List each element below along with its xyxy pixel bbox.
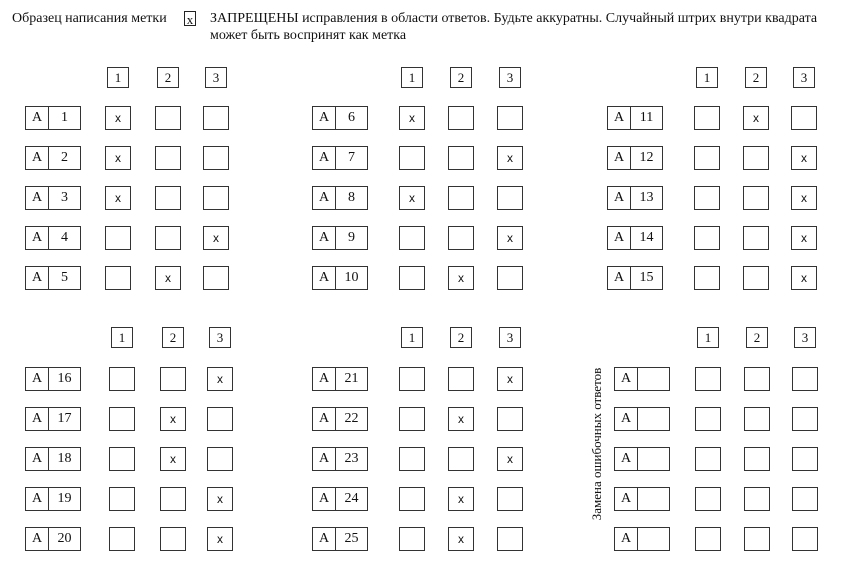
answer-checkbox-2[interactable] xyxy=(744,447,770,471)
answer-mark: x xyxy=(753,111,759,125)
task-A8-label xyxy=(312,186,368,210)
task-prefix: А xyxy=(26,528,49,550)
answer-mark: x xyxy=(458,412,464,426)
answer-checkbox-3[interactable] xyxy=(791,186,817,210)
task-prefix: А xyxy=(26,147,49,169)
task-A15-label xyxy=(607,266,663,290)
correction-warning: ЗАПРЕЩЕНЫ исправления в области ответов. Будьте аккуратны. Случайный штрих внутри квадрата может быть воспринят как метка xyxy=(210,11,818,43)
answer-checkbox-3[interactable] xyxy=(791,106,817,130)
answer-checkbox-1[interactable] xyxy=(399,106,425,130)
answer-checkbox-2[interactable] xyxy=(448,407,474,431)
answer-mark: x xyxy=(115,151,121,165)
task-number: 17 xyxy=(57,411,72,426)
task-number xyxy=(638,368,669,390)
column-number-3: 3 xyxy=(209,327,231,348)
answer-checkbox-2[interactable] xyxy=(448,527,474,551)
task-A9-label xyxy=(312,226,368,250)
task-prefix: А xyxy=(313,107,336,129)
answer-mark: x xyxy=(458,271,464,285)
answer-checkbox-2[interactable] xyxy=(744,487,770,511)
answer-checkbox-1[interactable] xyxy=(109,447,135,471)
answer-mark: x xyxy=(801,191,807,205)
answer-checkbox-2[interactable] xyxy=(744,367,770,391)
answer-checkbox-2[interactable] xyxy=(743,226,769,250)
task-prefix: А xyxy=(313,408,336,430)
replacement-row-1-label[interactable] xyxy=(614,367,670,391)
task-A25-label xyxy=(312,527,368,551)
task-number: 23 xyxy=(344,451,359,466)
answer-checkbox-3[interactable] xyxy=(207,527,233,551)
task-prefix: А xyxy=(615,488,638,510)
task-prefix: А xyxy=(313,528,336,550)
answer-checkbox-3[interactable] xyxy=(497,447,523,471)
answer-checkbox-2[interactable] xyxy=(743,186,769,210)
answer-mark: x xyxy=(115,191,121,205)
answer-checkbox-3[interactable] xyxy=(207,407,233,431)
answer-checkbox-3[interactable] xyxy=(792,447,818,471)
answer-checkbox-1[interactable] xyxy=(695,447,721,471)
task-prefix: А xyxy=(313,187,336,209)
task-number: 16 xyxy=(57,371,72,386)
answer-checkbox-2[interactable] xyxy=(448,146,474,170)
replacement-row-3-label[interactable] xyxy=(614,447,670,471)
answer-mark: x xyxy=(409,191,415,205)
column-number-1: 1 xyxy=(696,67,718,88)
answer-checkbox-3[interactable] xyxy=(497,367,523,391)
answer-checkbox-1[interactable] xyxy=(399,367,425,391)
answer-checkbox-2[interactable] xyxy=(448,487,474,511)
task-number: 7 xyxy=(348,150,355,165)
answer-mark: x xyxy=(801,271,807,285)
task-number: 25 xyxy=(344,531,359,546)
task-prefix: А xyxy=(608,107,631,129)
answer-checkbox-2[interactable] xyxy=(155,146,181,170)
task-prefix: А xyxy=(26,408,49,430)
task-prefix: А xyxy=(313,448,336,470)
task-A23-label xyxy=(312,447,368,471)
task-prefix: А xyxy=(26,227,49,249)
task-number: 19 xyxy=(57,491,72,506)
answer-checkbox-1[interactable] xyxy=(694,146,720,170)
column-number-1: 1 xyxy=(697,327,719,348)
task-A1-label xyxy=(25,106,81,130)
replacement-row-2-label[interactable] xyxy=(614,407,670,431)
answer-checkbox-1[interactable] xyxy=(399,266,425,290)
task-number: 3 xyxy=(61,190,68,205)
task-prefix: А xyxy=(26,368,49,390)
answer-checkbox-1[interactable] xyxy=(695,487,721,511)
task-number xyxy=(638,528,669,550)
task-number: 15 xyxy=(639,270,654,285)
answer-checkbox-2[interactable] xyxy=(744,527,770,551)
answer-checkbox-1[interactable] xyxy=(109,367,135,391)
task-prefix: А xyxy=(615,528,638,550)
task-prefix: А xyxy=(313,227,336,249)
column-number-2: 2 xyxy=(745,67,767,88)
task-A18-label xyxy=(25,447,81,471)
answer-checkbox-2[interactable] xyxy=(160,447,186,471)
task-A5-label xyxy=(25,266,81,290)
task-number: 20 xyxy=(57,531,72,546)
answer-mark: x xyxy=(458,532,464,546)
task-number: 8 xyxy=(348,190,355,205)
answer-checkbox-3[interactable] xyxy=(497,527,523,551)
replacement-row-5-label[interactable] xyxy=(614,527,670,551)
task-A11-label xyxy=(607,106,663,130)
column-number-3: 3 xyxy=(793,67,815,88)
task-prefix: А xyxy=(608,187,631,209)
column-number-3: 3 xyxy=(499,67,521,88)
column-number-1: 1 xyxy=(401,327,423,348)
column-number-1: 1 xyxy=(111,327,133,348)
answer-checkbox-1[interactable] xyxy=(109,487,135,511)
answer-checkbox-1[interactable] xyxy=(105,226,131,250)
task-A12-label xyxy=(607,146,663,170)
task-prefix: А xyxy=(26,488,49,510)
answer-checkbox-2[interactable] xyxy=(155,106,181,130)
answer-mark: x xyxy=(170,452,176,466)
answer-checkbox-3[interactable] xyxy=(207,487,233,511)
answer-checkbox-3[interactable] xyxy=(497,146,523,170)
column-number-2: 2 xyxy=(450,67,472,88)
task-A7-label xyxy=(312,146,368,170)
task-A20-label xyxy=(25,527,81,551)
task-A16-label xyxy=(25,367,81,391)
sample-mark-label: Образец написания метки xyxy=(12,11,167,26)
answer-checkbox-1[interactable] xyxy=(105,106,131,130)
answer-checkbox-3[interactable] xyxy=(203,226,229,250)
answer-checkbox-1[interactable] xyxy=(695,407,721,431)
task-number: 24 xyxy=(344,491,359,506)
answer-mark: x xyxy=(165,271,171,285)
answer-checkbox-1[interactable] xyxy=(399,186,425,210)
task-number: 11 xyxy=(639,110,654,125)
answer-checkbox-2[interactable] xyxy=(744,407,770,431)
answer-checkbox-2[interactable] xyxy=(743,266,769,290)
column-number-2: 2 xyxy=(450,327,472,348)
column-number-2: 2 xyxy=(746,327,768,348)
task-prefix: А xyxy=(615,448,638,470)
answer-checkbox-3[interactable] xyxy=(497,226,523,250)
column-number-3: 3 xyxy=(794,327,816,348)
answer-checkbox-1[interactable] xyxy=(399,407,425,431)
answer-checkbox-2[interactable] xyxy=(743,146,769,170)
answer-mark: x xyxy=(409,111,415,125)
task-prefix: А xyxy=(313,267,336,289)
task-prefix: А xyxy=(313,368,336,390)
task-number: 12 xyxy=(639,150,654,165)
column-number-1: 1 xyxy=(401,67,423,88)
answer-checkbox-1[interactable] xyxy=(399,447,425,471)
column-number-2: 2 xyxy=(157,67,179,88)
task-A2-label xyxy=(25,146,81,170)
task-A22-label xyxy=(312,407,368,431)
task-A17-label xyxy=(25,407,81,431)
task-number: 4 xyxy=(61,230,68,245)
answer-checkbox-2[interactable] xyxy=(448,186,474,210)
answer-mark: x xyxy=(217,372,223,386)
task-prefix: А xyxy=(313,147,336,169)
replacement-section-label: Замена ошибочных ответов xyxy=(589,367,604,521)
answer-mark: x xyxy=(801,151,807,165)
task-A6-label xyxy=(312,106,368,130)
task-A14-label xyxy=(607,226,663,250)
task-A24-label xyxy=(312,487,368,511)
answer-checkbox-2[interactable] xyxy=(448,447,474,471)
answer-checkbox-1[interactable] xyxy=(105,266,131,290)
answer-checkbox-3[interactable] xyxy=(791,146,817,170)
task-number: 14 xyxy=(639,230,654,245)
task-number xyxy=(638,448,669,470)
answer-checkbox-1[interactable] xyxy=(399,527,425,551)
task-number: 9 xyxy=(348,230,355,245)
sample-mark-box: x xyxy=(184,11,196,26)
answer-mark: x xyxy=(507,231,513,245)
answer-checkbox-2[interactable] xyxy=(160,487,186,511)
answer-checkbox-2[interactable] xyxy=(448,367,474,391)
answer-checkbox-3[interactable] xyxy=(207,447,233,471)
answer-checkbox-1[interactable] xyxy=(105,186,131,210)
answer-checkbox-3[interactable] xyxy=(497,407,523,431)
answer-mark: x xyxy=(507,151,513,165)
task-A21-label xyxy=(312,367,368,391)
answer-checkbox-1[interactable] xyxy=(694,226,720,250)
answer-mark: x xyxy=(213,231,219,245)
task-number xyxy=(638,408,669,430)
task-number: 6 xyxy=(348,110,355,125)
answer-checkbox-2[interactable] xyxy=(155,186,181,210)
answer-mark: x xyxy=(507,452,513,466)
task-A10-label xyxy=(312,266,368,290)
answer-checkbox-1[interactable] xyxy=(695,527,721,551)
task-number: 5 xyxy=(61,270,68,285)
task-number xyxy=(638,488,669,510)
answer-mark: x xyxy=(458,492,464,506)
answer-checkbox-3[interactable] xyxy=(497,186,523,210)
answer-mark: x xyxy=(507,372,513,386)
answer-checkbox-1[interactable] xyxy=(105,146,131,170)
answer-checkbox-2[interactable] xyxy=(155,266,181,290)
answer-checkbox-2[interactable] xyxy=(448,226,474,250)
column-number-3: 3 xyxy=(499,327,521,348)
task-number: 10 xyxy=(344,270,359,285)
answer-checkbox-1[interactable] xyxy=(694,106,720,130)
answer-mark: x xyxy=(801,231,807,245)
answer-checkbox-3[interactable] xyxy=(791,266,817,290)
answer-checkbox-2[interactable] xyxy=(160,367,186,391)
column-number-1: 1 xyxy=(107,67,129,88)
answer-checkbox-3[interactable] xyxy=(792,487,818,511)
answer-checkbox-2[interactable] xyxy=(448,266,474,290)
answer-checkbox-3[interactable] xyxy=(792,367,818,391)
answer-checkbox-1[interactable] xyxy=(695,367,721,391)
answer-checkbox-1[interactable] xyxy=(399,487,425,511)
task-number: 18 xyxy=(57,451,72,466)
task-prefix: А xyxy=(26,448,49,470)
answer-checkbox-3[interactable] xyxy=(497,487,523,511)
column-number-3: 3 xyxy=(205,67,227,88)
answer-checkbox-3[interactable] xyxy=(203,146,229,170)
answer-checkbox-2[interactable] xyxy=(160,527,186,551)
task-prefix: А xyxy=(608,227,631,249)
answer-checkbox-3[interactable] xyxy=(497,266,523,290)
task-number: 13 xyxy=(639,190,654,205)
answer-mark: x xyxy=(115,111,121,125)
task-prefix: А xyxy=(615,408,638,430)
answer-checkbox-1[interactable] xyxy=(399,226,425,250)
column-number-2: 2 xyxy=(162,327,184,348)
task-prefix: А xyxy=(608,147,631,169)
answer-checkbox-1[interactable] xyxy=(109,407,135,431)
answer-mark: x xyxy=(217,492,223,506)
answer-checkbox-3[interactable] xyxy=(203,266,229,290)
answer-checkbox-3[interactable] xyxy=(791,226,817,250)
answer-checkbox-3[interactable] xyxy=(792,527,818,551)
answer-mark: x xyxy=(170,412,176,426)
answer-checkbox-2[interactable] xyxy=(155,226,181,250)
task-A13-label xyxy=(607,186,663,210)
answer-checkbox-3[interactable] xyxy=(207,367,233,391)
task-number: 2 xyxy=(61,150,68,165)
task-number: 1 xyxy=(61,110,68,125)
answer-mark: x xyxy=(217,532,223,546)
task-number: 21 xyxy=(344,371,359,386)
task-prefix: А xyxy=(26,107,49,129)
task-prefix: А xyxy=(608,267,631,289)
replacement-row-4-label[interactable] xyxy=(614,487,670,511)
task-A3-label xyxy=(25,186,81,210)
answer-checkbox-3[interactable] xyxy=(792,407,818,431)
task-number: 22 xyxy=(344,411,359,426)
answer-checkbox-2[interactable] xyxy=(160,407,186,431)
answer-checkbox-3[interactable] xyxy=(497,106,523,130)
answer-checkbox-2[interactable] xyxy=(448,106,474,130)
task-prefix: А xyxy=(313,488,336,510)
answer-checkbox-3[interactable] xyxy=(203,186,229,210)
answer-checkbox-1[interactable] xyxy=(694,186,720,210)
task-prefix: А xyxy=(26,187,49,209)
answer-checkbox-1[interactable] xyxy=(399,146,425,170)
answer-checkbox-3[interactable] xyxy=(203,106,229,130)
answer-checkbox-2[interactable] xyxy=(743,106,769,130)
answer-checkbox-1[interactable] xyxy=(109,527,135,551)
task-prefix: А xyxy=(26,267,49,289)
task-A4-label xyxy=(25,226,81,250)
task-prefix: А xyxy=(615,368,638,390)
answer-checkbox-1[interactable] xyxy=(694,266,720,290)
task-A19-label xyxy=(25,487,81,511)
